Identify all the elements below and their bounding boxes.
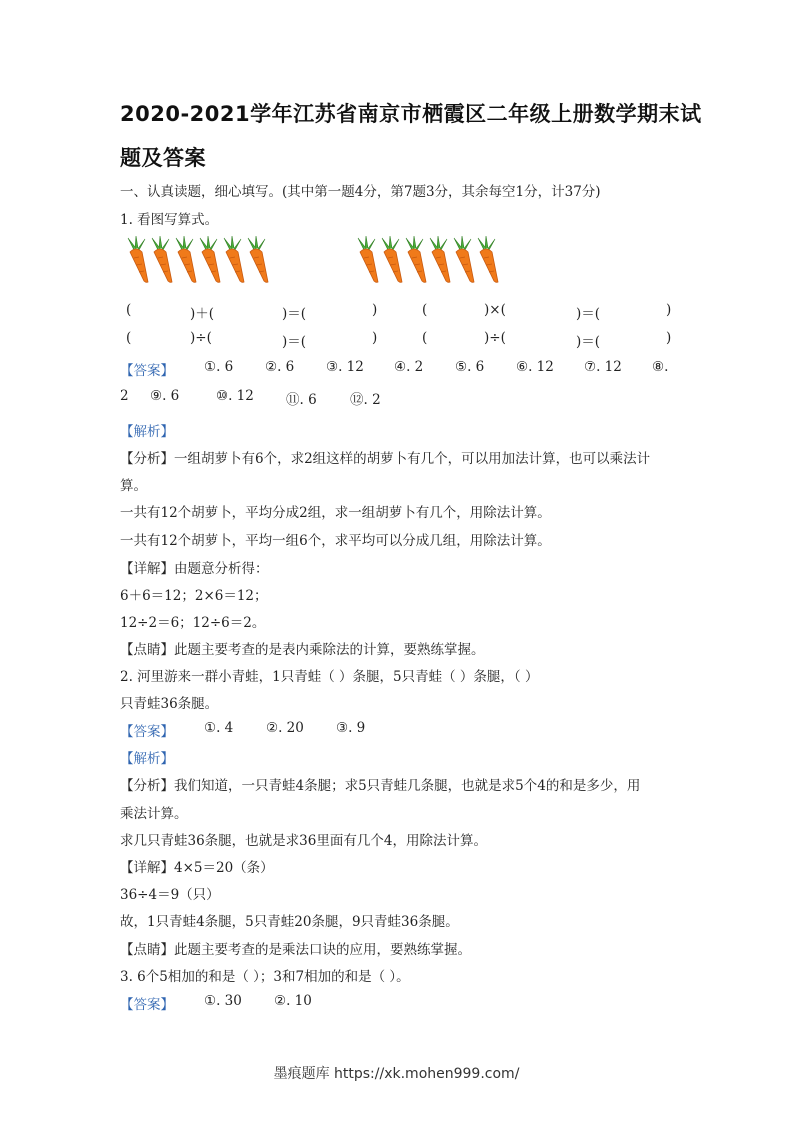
q1-analysis-3: 一共有12个胡萝卜，平均一组6个，求平均可以分成几组，用除法计算。 [120, 533, 551, 549]
q2-answer-line [120, 720, 520, 740]
footer-watermark: 墨痕题库 https://xk.mohen999.com/ [273, 1066, 520, 1082]
paren: ( [422, 330, 428, 346]
paren: ( [422, 302, 428, 318]
answer-label: 【答案】 [120, 363, 174, 379]
q2-analysis-1b: 乘法计算。 [120, 806, 188, 822]
q2-detail-2: 36÷4＝9（只） [120, 887, 220, 903]
q1-detail-2: 12÷2＝6；12÷6＝2。 [120, 615, 266, 631]
answer-item: ⑦. 12 [584, 359, 622, 375]
answer-item: ⑨. 6 [150, 388, 180, 404]
paren: ( [126, 330, 132, 346]
answer-item: ⑧. [652, 359, 669, 375]
q2-prompt-b: 只青蛙36条腿。 [120, 696, 219, 712]
paren: ) [666, 302, 672, 318]
q2-analysis-1a: 【分析】我们知道，一只青蛙4条腿；求5只青蛙几条腿，也就是求5个4的和是多少，用 [120, 778, 641, 794]
answer-item: ②. 6 [265, 359, 295, 375]
answer-item: 2 [120, 388, 129, 404]
q1-prompt: 1. 看图写算式。 [120, 212, 219, 228]
q2-comment: 【点睛】此题主要考查的是乘法口诀的应用，要熟练掌握。 [120, 942, 471, 958]
q1-analysis-label: 【解析】 [120, 424, 174, 440]
q2-prompt-a: 2. 河里游来一群小青蛙，1只青蛙（ ）条腿，5只青蛙（ ）条腿，（ ） [120, 669, 539, 685]
q3-prompt: 3. 6个5相加的和是（ ）；3和7相加的和是（ ）。 [120, 969, 410, 985]
carrot-icon [242, 236, 270, 284]
equation-row-1 [120, 302, 680, 322]
q1-answer-line1 [120, 359, 680, 379]
operator: )＋( [190, 306, 215, 322]
answer-item: ②. 10 [274, 993, 312, 1009]
operator: )＝( [576, 334, 601, 350]
q1-analysis-1a: 【分析】一组胡萝卜有6个，求2组这样的胡萝卜有几个，可以用加法计算，也可以乘法计 [120, 451, 651, 467]
q1-detail-label: 【详解】由题意分析得： [120, 561, 269, 577]
operator: )×( [484, 302, 506, 318]
answer-item: ③. 12 [326, 359, 364, 375]
q2-detail-3: 故，1只青蛙4条腿，5只青蛙20条腿，9只青蛙36条腿。 [120, 914, 459, 930]
operator: )＝( [282, 334, 307, 350]
paren: ) [372, 330, 378, 346]
q2-analysis-2: 求几只青蛙36条腿，也就是求36里面有几个4，用除法计算。 [120, 833, 487, 849]
q1-analysis-1b: 算。 [120, 478, 147, 494]
answer-item: ⑩. 12 [216, 388, 254, 404]
paren: ) [372, 302, 378, 318]
answer-item: ①. 6 [204, 359, 234, 375]
answer-item: ②. 20 [266, 720, 304, 736]
doc-title-line1: 2020-2021学年江苏省南京市栖霞区二年级上册数学期末试 [120, 102, 702, 126]
q1-answer-line2 [120, 388, 680, 408]
q2-detail-1: 【详解】4×5＝20（条） [120, 860, 274, 876]
q2-analysis-label: 【解析】 [120, 751, 174, 767]
paren: ) [666, 330, 672, 346]
carrot-group-left [122, 236, 272, 286]
answer-item: ⑥. 12 [516, 359, 554, 375]
answer-item: ③. 9 [336, 720, 366, 736]
answer-item: ①. 30 [204, 993, 242, 1009]
answer-item: ⑤. 6 [455, 359, 485, 375]
q1-detail-1: 6＋6＝12；2×6＝12； [120, 588, 268, 604]
equation-row-2 [120, 330, 680, 350]
carrot-icon [472, 236, 500, 284]
answer-item: ⑫. 2 [350, 392, 381, 408]
operator: )＝( [576, 306, 601, 322]
section-heading: 一、认真读题，细心填写。(其中第一题4分，第7题3分，其余每空1分，计37分) [120, 184, 601, 200]
q1-analysis-2: 一共有12个胡萝卜，平均分成2组，求一组胡萝卜有几个，用除法计算。 [120, 505, 551, 521]
answer-label: 【答案】 [120, 724, 174, 740]
doc-title-line2: 题及答案 [120, 146, 206, 170]
q1-comment: 【点睛】此题主要考查的是表内乘除法的计算，要熟练掌握。 [120, 642, 485, 658]
q3-answer-line [120, 993, 520, 1013]
operator: )÷( [190, 330, 212, 346]
answer-item: ④. 2 [394, 359, 424, 375]
answer-item: ①. 4 [204, 720, 234, 736]
answer-item: ⑪. 6 [286, 392, 317, 408]
carrot-group-right [352, 236, 502, 286]
operator: )÷( [484, 330, 506, 346]
paren: ( [126, 302, 132, 318]
answer-label: 【答案】 [120, 997, 174, 1013]
operator: )＝( [282, 306, 307, 322]
